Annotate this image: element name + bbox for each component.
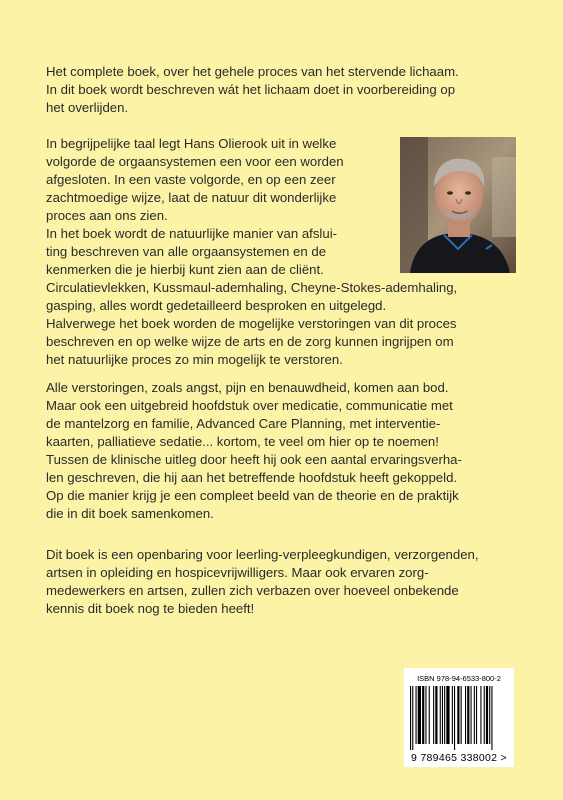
text-line: die in dit boek samenkomen. <box>46 506 214 521</box>
text-line: Het complete boek, over het gehele proces van het stervende lichaam. <box>46 64 459 79</box>
barcode-bar <box>442 686 443 744</box>
text-line: Maar ook een uitgebreid hoofdstuk over medicatie, communicatie met <box>46 398 453 413</box>
text-line: proces aan ons zien. <box>46 208 168 223</box>
barcode-bar <box>491 686 492 750</box>
barcode-bar <box>440 686 441 744</box>
barcode-bar <box>429 686 430 744</box>
barcode-bar <box>446 686 449 744</box>
barcode-bar <box>444 686 445 744</box>
barcode-bar <box>433 686 434 744</box>
barcode-bar <box>484 686 485 744</box>
text-line: beschreven en op welke wijze de arts en de zorg kunnen ingrijpen om <box>46 334 454 349</box>
barcode-bar <box>435 686 437 744</box>
text-line: Tussen de klinische uitleg door heeft hij ook een aantal ervaringsverha- <box>46 452 462 467</box>
barcode-icon <box>408 686 510 750</box>
barcode-bar <box>476 686 477 744</box>
barcode-bar <box>416 686 417 744</box>
isbn-label: ISBN 978-94-6533-800-2 <box>417 674 501 683</box>
text-line: gasping, alles wordt gedetailleerd besproken en uitgelegd. <box>46 298 387 313</box>
text-line: medewerkers en artsen, zullen zich verbazen over hoeveel onbekende <box>46 583 459 598</box>
barcode-bar <box>489 686 490 744</box>
paragraph-disturbances <box>46 379 516 523</box>
text-line: kennis dit boek nog te bieden heeft! <box>46 601 255 616</box>
text-line: In het boek wordt de natuurlijke manier van afslui- <box>46 226 338 241</box>
barcode-bar <box>461 686 462 744</box>
text-line: ting beschreven van alle orgaansystemen en de <box>46 244 327 259</box>
text-line: zachtmoedige wijze, laat de natuur dit wonderlijke <box>46 190 337 205</box>
text-line: het natuurlijke proces zo min mogelijk te verstoren. <box>46 352 343 367</box>
isbn-barcode <box>404 668 514 767</box>
text-line: artsen in opleiding en hospicevrijwilligers. Maar ook ervaren zorg- <box>46 565 429 580</box>
text-line: de mantelzorg en familie, Advanced Care Planning, met interventie- <box>46 416 441 431</box>
text-line: kaarten, palliatieve sedatie... kortom, te veel om hier op te noemen! <box>46 434 439 449</box>
paragraph-intro <box>46 63 516 117</box>
barcode-bar <box>457 686 459 744</box>
barcode-bar <box>480 686 481 744</box>
text-line: Circulatievlekken, Kussmaul-ademhaling, Cheyne-Stokes-ademhaling, <box>46 280 458 295</box>
text-line: len geschreven, die hij aan het betreffende hoofdstuk heeft gekoppeld. <box>46 470 458 485</box>
barcode-bar <box>425 686 426 744</box>
barcode-bar <box>418 686 421 744</box>
barcode-bar <box>486 686 488 744</box>
barcode-bar <box>412 686 413 750</box>
barcode-bar <box>471 686 472 744</box>
barcode-bar <box>452 686 453 744</box>
barcode-bar <box>454 686 455 750</box>
text-line: kenmerken die je hierbij kunt zien aan de cliënt. <box>46 262 324 277</box>
author-portrait-image <box>400 137 516 273</box>
text-line: afgesloten. In een vaste volgorde, en op een zeer <box>46 172 336 187</box>
barcode-bar <box>467 686 469 744</box>
barcode-bar <box>474 686 475 744</box>
text-line: volgorde de orgaansystemen een voor een worden <box>46 154 344 169</box>
paragraph-audience <box>46 546 516 618</box>
barcode-bar <box>465 686 466 744</box>
barcode-bar <box>422 686 424 744</box>
text-line: Dit boek is een openbaring voor leerling-verpleegkundigen, verzorgenden, <box>46 547 479 562</box>
text-line: Op die manier krijg je een compleet beeld van de theorie en de praktijk <box>46 488 459 503</box>
text-line: Alle verstoringen, zoals angst, pijn en benauwdheid, komen aan bod. <box>46 380 449 395</box>
text-line: In begrijpelijke taal legt Hans Olierook uit in welke <box>46 136 337 151</box>
text-line: In dit boek wordt beschreven wát het lichaam doet in voorbereiding op <box>46 82 456 97</box>
barcode-digits: 9 789465 338002 > <box>411 752 507 764</box>
text-line: het overlijden. <box>46 100 129 115</box>
author-photo <box>400 137 516 273</box>
text-line: Halverwege het boek worden de mogelijke verstoringen van dit proces <box>46 316 457 331</box>
barcode-bar <box>410 686 411 750</box>
